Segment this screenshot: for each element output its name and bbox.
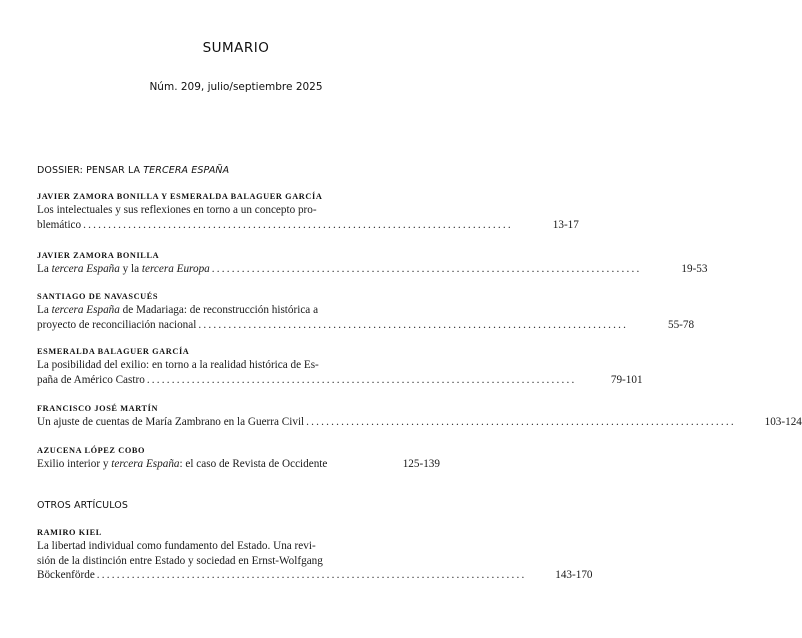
section-heading-text: DOSSIER: PENSAR LA <box>37 165 144 176</box>
toc-entry[interactable] <box>37 346 643 387</box>
title-fragment-italic: tercera Europa <box>141 263 210 275</box>
entry-author: ESMERALDA BALAGUER GARCÍA <box>37 347 190 356</box>
entry-title-line: blemático <box>37 218 82 231</box>
title-fragment-italic: tercera España <box>51 263 120 275</box>
leader-dots: ...................................................................................... <box>146 373 577 386</box>
page-title: SUMARIO <box>202 40 270 56</box>
entry-title-line: Böckenförde <box>37 569 95 581</box>
entry-pages: 143-170 <box>555 569 593 581</box>
entry-author: JAVIER ZAMORA BONILLA Y ESMERALDA BALAGUER GARCÍA <box>37 192 323 201</box>
title-fragment: La <box>37 263 52 275</box>
entry-title-line <box>37 262 210 277</box>
toc-entry[interactable] <box>37 403 802 430</box>
entry-author: FRANCISCO JOSÉ MARTÍN <box>37 404 159 413</box>
toc-entry[interactable] <box>37 445 440 472</box>
leader-dots: ...................................................................................... <box>198 318 629 331</box>
entry-pages: 125-139 <box>402 458 440 470</box>
toc-entry[interactable] <box>37 250 708 277</box>
leader-dots: ...................................................................................... <box>83 218 513 231</box>
title-fragment: y la <box>119 263 142 275</box>
entry-title-line <box>37 457 378 472</box>
entry-title-line: La libertad individual como fundamento del Estado. Una revi- <box>37 540 316 552</box>
leader-dots: ...................................................................................... <box>211 263 642 275</box>
entry-author: SANTIAGO DE NAVASCUÉS <box>37 292 159 301</box>
toc-entry[interactable] <box>37 291 695 332</box>
leader-dots: ...................................................................................... <box>306 416 736 428</box>
entry-title-line: proyecto de reconciliación nacional <box>37 318 197 331</box>
entry-pages: 19-53 <box>681 263 708 275</box>
section-heading-italic: TERCERA ESPAÑA <box>143 165 230 176</box>
entry-pages: 55-78 <box>667 318 695 331</box>
section-heading-otros: OTROS ARTÍCULOS <box>37 500 128 511</box>
entry-pages: 13-17 <box>552 218 579 231</box>
entry-pages: 79-101 <box>610 373 643 386</box>
toc-entry[interactable] <box>37 191 579 232</box>
entry-title-line: La posibilidad del exilio: en torno a la realidad histórica de Es- <box>37 359 319 371</box>
issue-number: Núm. 209, julio/septiembre 2025 <box>149 81 323 93</box>
entry-title-line: paña de Américo Castro <box>37 373 145 386</box>
toc-entry[interactable] <box>37 527 593 583</box>
title-fragment: La <box>37 304 52 316</box>
entry-author: RAMIRO KIEL <box>37 528 102 537</box>
section-heading-dossier <box>37 165 437 176</box>
entry-title-line <box>37 303 440 318</box>
title-fragment: de Madariaga: de reconstrucción histórica a <box>119 304 319 316</box>
entry-author: JAVIER ZAMORA BONILLA <box>37 251 160 260</box>
entry-title-line: Un ajuste de cuentas de María Zambrano en la Guerra Civil <box>37 416 305 428</box>
title-fragment-italic: tercera España <box>111 458 180 470</box>
leader-dots: ...................................................................................... <box>96 569 527 581</box>
entry-author: AZUCENA LÓPEZ COBO <box>37 446 146 455</box>
entry-title-line: Los intelectuales y sus reflexiones en torno a un concepto pro- <box>37 204 317 216</box>
entry-title-line: sión de la distinción entre Estado y sociedad en Ernst-Wolfgang <box>37 554 323 567</box>
title-fragment: : el caso de Revista de Occidente <box>179 458 328 470</box>
title-fragment: Exilio interior y <box>37 458 112 470</box>
entry-pages: 103-124 <box>764 416 802 428</box>
title-fragment-italic: tercera España <box>51 304 120 316</box>
